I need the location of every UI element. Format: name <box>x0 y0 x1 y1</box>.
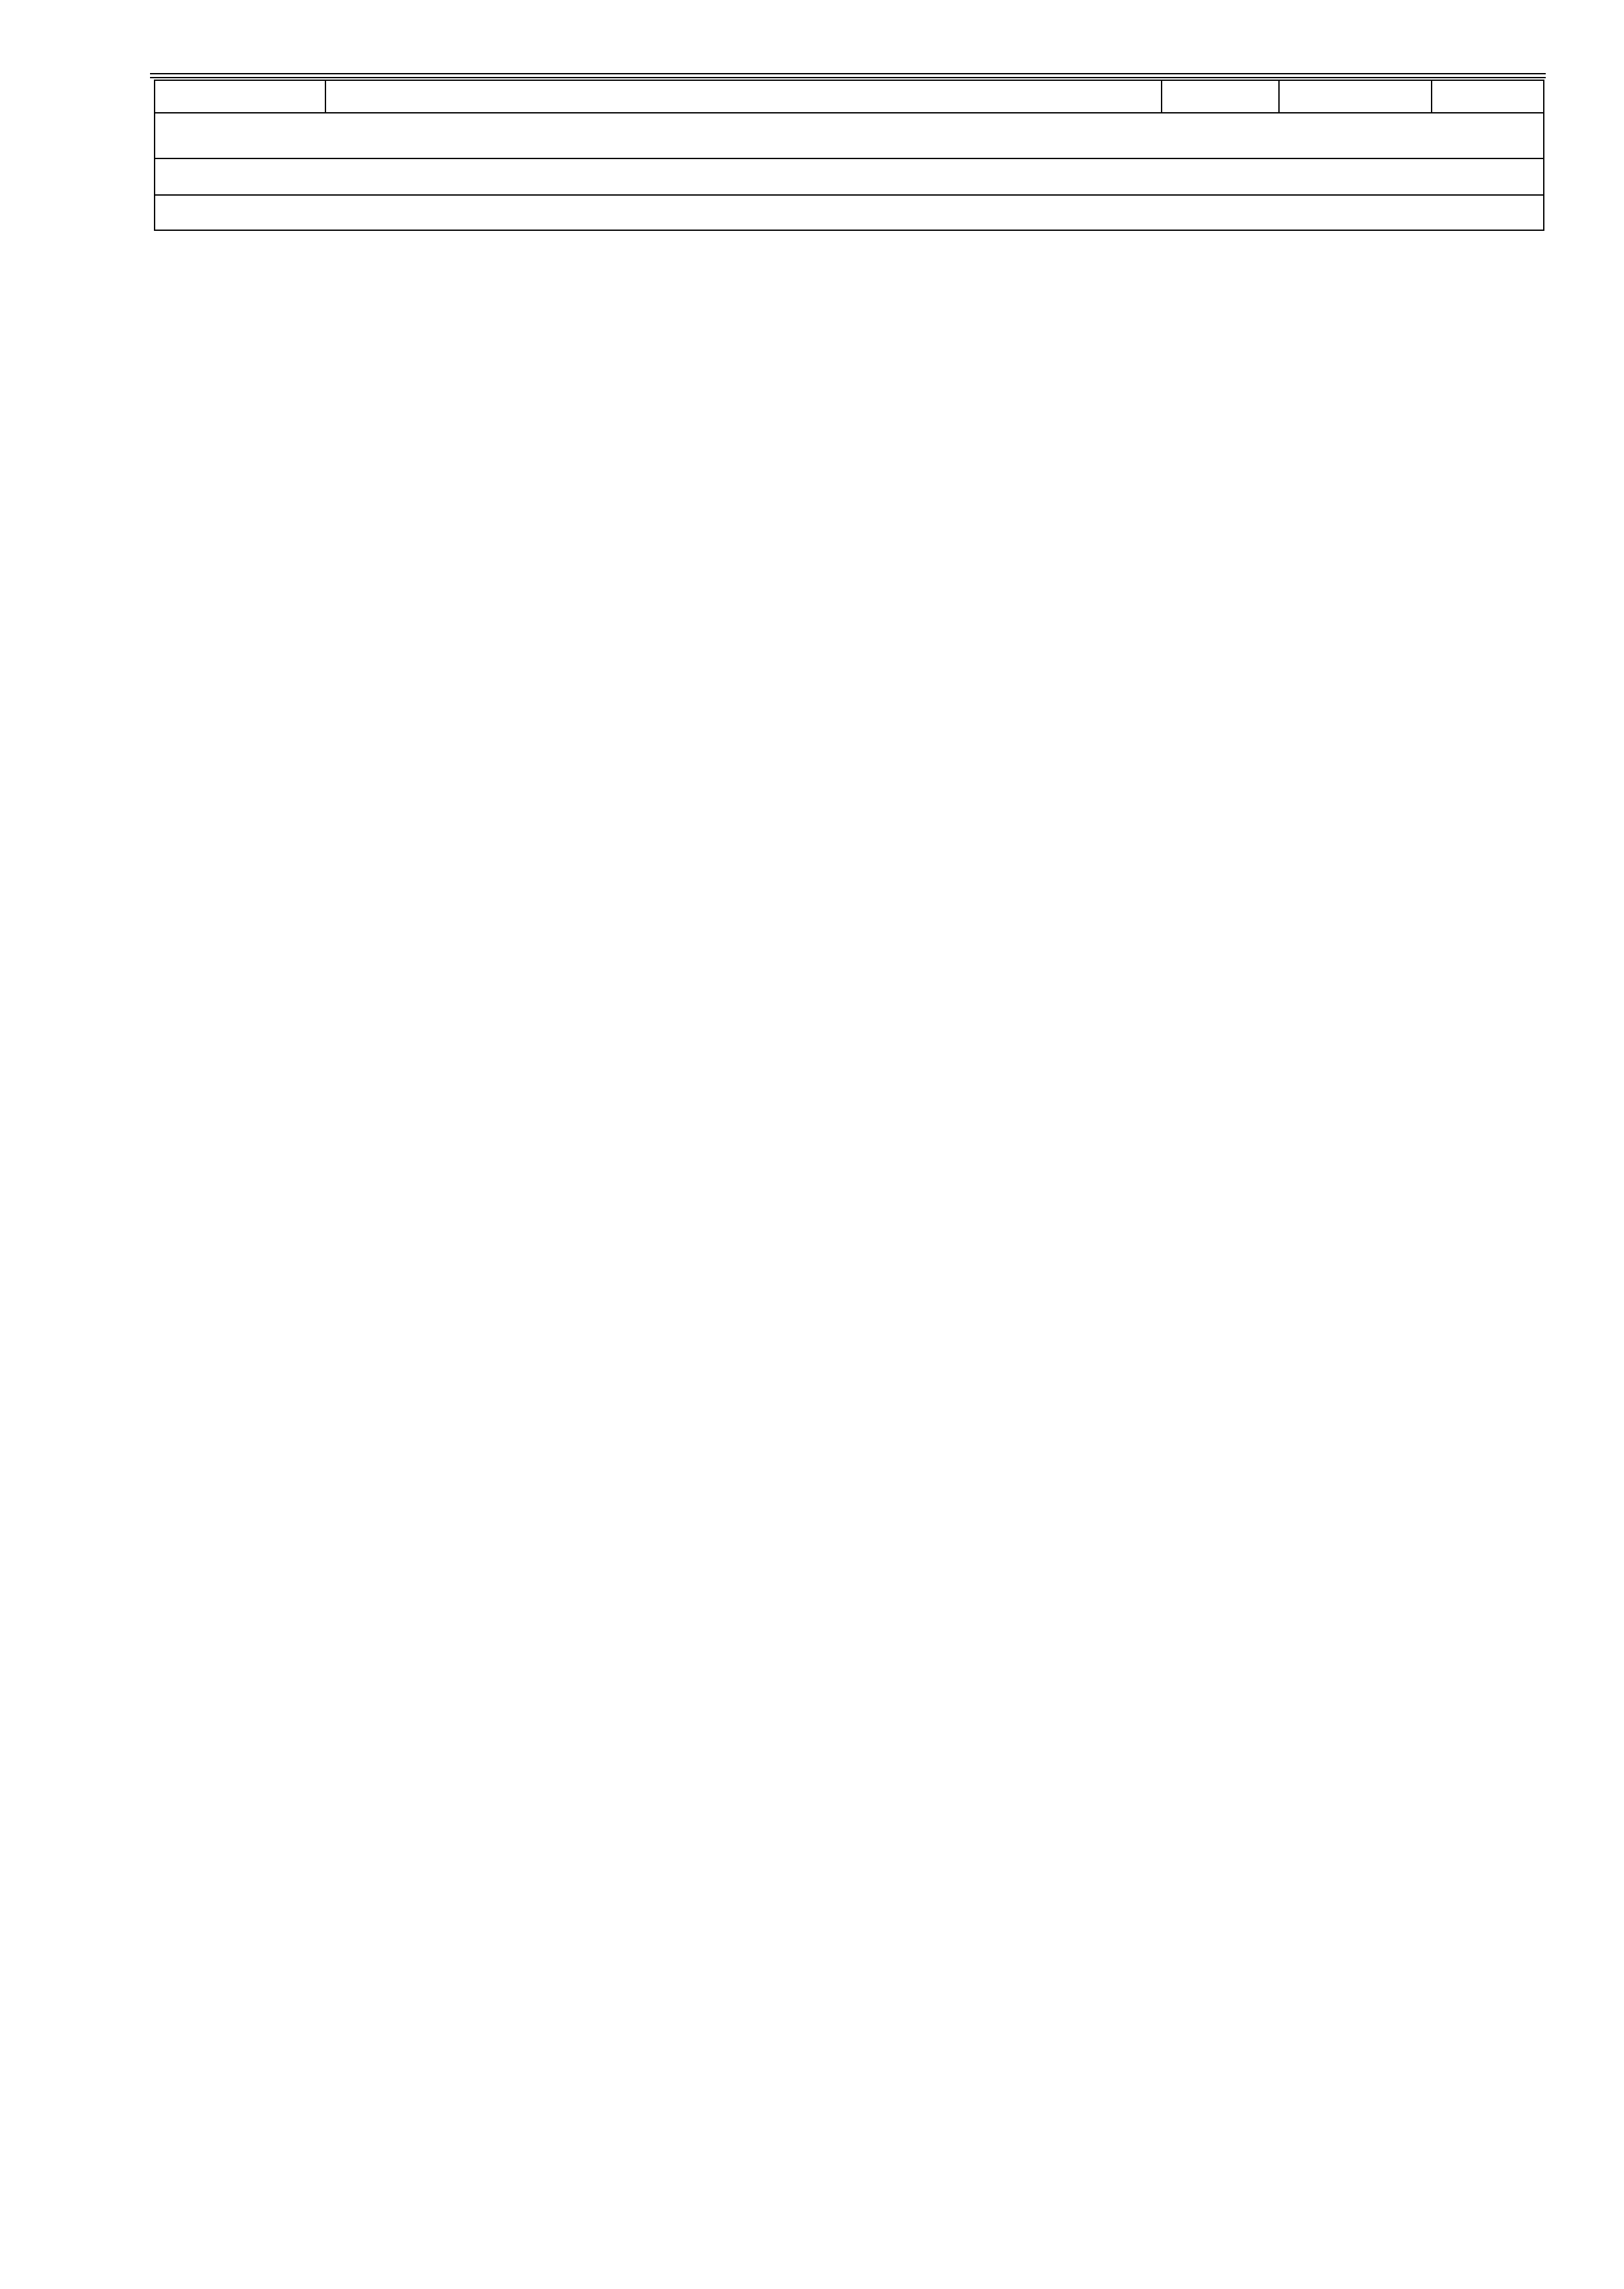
column-number <box>325 80 1162 113</box>
header-rule <box>150 73 1546 74</box>
subheading-row <box>155 195 1544 230</box>
column-number-row <box>155 80 1544 113</box>
header-rule <box>150 77 1546 78</box>
table-title-cell <box>155 158 1544 195</box>
section-title <box>155 113 1544 158</box>
measure-line <box>162 162 1537 194</box>
column-number <box>1279 80 1432 113</box>
column-number <box>1432 80 1544 113</box>
rates-table <box>154 80 1544 231</box>
column-number <box>155 80 325 113</box>
table-title-row <box>155 158 1544 195</box>
column-number <box>1162 80 1279 113</box>
running-header <box>150 38 1546 73</box>
section-row <box>155 113 1544 158</box>
subheading <box>155 195 1544 230</box>
